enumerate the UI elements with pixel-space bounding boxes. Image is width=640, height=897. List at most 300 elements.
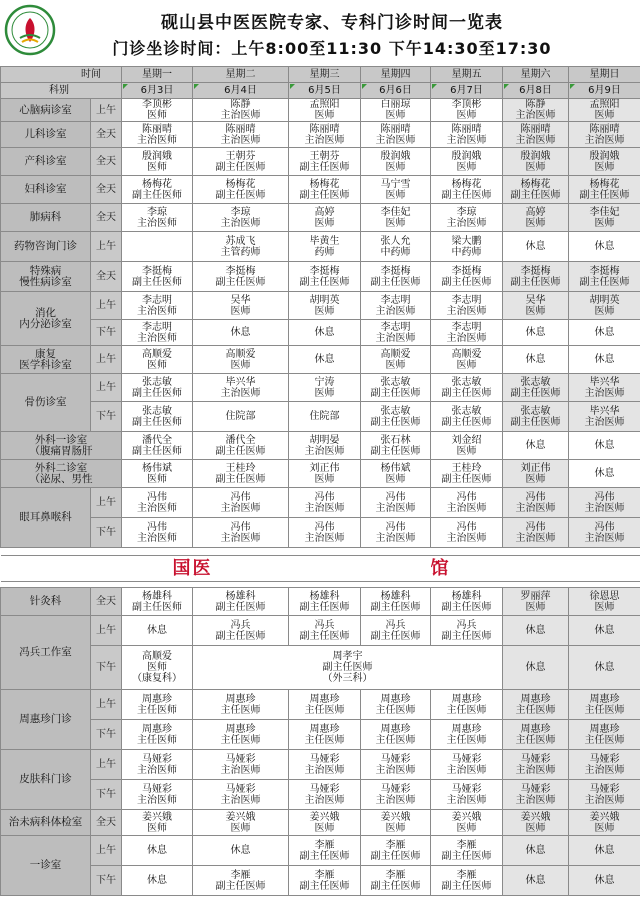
table-row [1,232,640,262]
schedule-cell [193,588,289,616]
cell-line: 姜兴娥 [520,811,551,823]
cell-line: 副主任医师 [215,880,266,892]
cell-line: 李顶彬 [142,99,172,110]
schedule-cell [361,402,431,432]
schedule-cell [289,720,361,750]
cell-line: 李琼 [147,206,167,218]
table-row [1,148,640,176]
cell-line: 医师 [230,359,251,371]
session-label: 全天 [91,810,122,836]
table-row [1,432,640,460]
dept-label [1,99,91,122]
schedule-cell [431,616,503,646]
session-label: 上午 [91,232,122,262]
dept-label [1,262,91,292]
schedule-cell [289,402,361,432]
cell-line: 医师 [594,110,615,121]
cell-line: 主治医师 [304,532,345,544]
dept-label [1,432,122,460]
cell-line: 白丽琼 [380,99,411,110]
schedule-cell [122,460,193,488]
schedule-cell [289,232,361,262]
cell-line: 副主任医师 [299,276,350,288]
cell-line: 医师 [385,110,406,121]
cell-line: 副主任医师 [441,601,492,613]
schedule-cell [289,866,361,896]
schedule-cell [431,262,503,292]
schedule-cell [361,374,431,402]
cell-line: 王朝芬 [225,150,256,162]
cell-line: 主管药师 [220,246,261,258]
cell-line: 休息 [525,662,546,673]
cell-line: 杨伟斌 [380,462,411,474]
session-label: 上午 [91,616,122,646]
schedule-cell [361,588,431,616]
cell-line: 心脑病诊室 [19,103,72,116]
cell-line: 医师 [594,822,615,834]
cell-line: 胡明英 [589,294,620,306]
cell-line: 李顶彬 [451,99,482,110]
cell-line: 医师 [147,161,167,173]
cell-line: （外三科） [322,673,373,684]
table-row [1,836,640,866]
cell-line: 高顺爱 [451,348,482,360]
cell-line: 李雁 [456,839,477,851]
cell-line: 休息 [594,327,615,338]
schedule-cell [361,866,431,896]
session-label: 下午 [91,866,122,896]
cell-line: 马宁雪 [380,178,411,190]
cell-line: 副主任医师 [132,416,182,428]
schedule-cell [503,690,569,720]
cell-line: 高顺爱 [380,348,411,360]
cell-line: 休息 [525,440,546,451]
schedule-cell [361,262,431,292]
schedule-cell [122,690,193,720]
schedule-cell [503,720,569,750]
cell-line: 姜兴娥 [589,811,620,823]
cell-line: 殷润娥 [380,150,411,162]
schedule-cell [431,99,503,122]
schedule-cell [361,616,431,646]
schedule-cell [431,232,503,262]
cell-line: 主任医师 [584,734,625,746]
cell-line: 李挺梅 [225,265,256,277]
cell-line: 罗丽萍 [520,590,551,602]
cell-line: 医师 [230,305,251,317]
cell-line: 主治医师 [446,794,487,806]
dept-label [1,204,91,232]
cell-line: 医师 [314,473,335,485]
cell-line: 高顺爱 [142,651,172,662]
cell-line: 冯伟 [525,491,546,503]
cell-line: 张石林 [380,434,411,446]
schedule-cell [569,646,640,690]
cell-line: 副主任医师 [370,445,421,457]
cell-line: 主治医师 [220,110,261,121]
schedule-cell [569,148,640,176]
cell-line: 医师 [525,822,546,834]
schedule-cell [569,99,640,122]
cell-line: 毕兴华 [589,376,620,388]
cell-line: 苏成飞 [225,235,256,247]
cell-line: 住院部 [309,411,340,422]
cell-line: 主治医师 [137,134,177,146]
cell-line: 主任医师 [304,734,345,746]
cell-line: 孟照阳 [589,99,620,110]
schedule-cell [431,810,503,836]
schedule-cell [361,148,431,176]
guoyiguan-banner [1,556,640,582]
cell-line: 副主任医师 [441,416,492,428]
cell-line: 医师 [456,110,477,121]
schedule-cell [503,616,569,646]
schedule-cell [122,204,193,232]
table-row [1,720,640,750]
schedule-cell [122,262,193,292]
cell-line: 马娅彩 [309,753,340,765]
schedule-cell [361,99,431,122]
table-row [1,460,640,488]
cell-line: 李志明 [380,294,411,306]
cell-line: 主治医师 [584,502,625,514]
table-row [1,646,640,690]
cell-line: 马娅彩 [451,753,482,765]
cell-line: 医师 [147,473,167,485]
day-name: 星期五 [431,67,503,83]
schedule-cell [431,122,503,148]
schedule-cell [503,836,569,866]
cell-line: 医师 [525,161,546,173]
schedule-cell [289,460,361,488]
cell-line: 杨梅花 [520,178,551,190]
schedule-cell [361,720,431,750]
schedule-cell [503,402,569,432]
cell-line: 主治医师 [515,110,556,121]
session-label: 下午 [91,720,122,750]
day-name: 星期四 [361,67,431,83]
cell-line: 王朝芬 [309,150,340,162]
cell-line: 主治医师 [375,532,416,544]
banner-right: 馆 [431,556,640,582]
cell-line: 主任医师 [137,704,177,716]
dept-label [1,810,91,836]
cell-line: 副主任医师 [215,630,266,642]
cell-line: 主治医师 [304,445,345,457]
day-name: 星期日 [569,67,640,83]
dept-label [1,176,91,204]
schedule-cell [289,488,361,518]
cell-line: 马娅彩 [520,783,551,795]
schedule-cell [569,588,640,616]
cell-line: 张志敏 [380,376,411,388]
cell-line: 休息 [314,327,335,338]
cell-line: 潘代全 [142,434,172,446]
cell-line: 副主任医师 [215,189,266,201]
schedule-cell [122,780,193,810]
schedule-cell [193,374,289,402]
cell-line: 潘代全 [225,434,256,446]
schedule-cell [569,402,640,432]
schedule-cell [289,810,361,836]
cell-line: 周惠珍 [451,693,482,705]
cell-line: 周惠珍 [142,693,172,705]
cell-line: 陈静 [525,99,546,110]
schedule-cell [503,866,569,896]
cell-line: 休息 [525,875,546,886]
schedule-cell [361,836,431,866]
cell-line: 主治医师 [515,764,556,776]
session-label: 下午 [91,518,122,548]
session-label: 全天 [91,204,122,232]
table-row [1,292,640,320]
schedule-cell [503,232,569,262]
cell-line: 休息 [230,845,251,856]
schedule-cell [503,432,569,460]
cell-line: （康复科） [132,673,182,684]
schedule-cell [193,148,289,176]
cell-line: 副主任医师 [370,601,421,613]
table-row [1,122,640,148]
cell-line: （泌尿、男性 [29,472,93,485]
schedule-cell [193,616,289,646]
cell-line: 副主任医师 [132,445,182,457]
dept-label [1,836,91,896]
cell-line: 主任医师 [584,704,625,716]
schedule-cell [122,810,193,836]
cell-line: 主治医师 [375,794,416,806]
cell-line: 医师 [230,822,251,834]
spacer [1,548,640,556]
cell-line: 主治医师 [137,332,177,344]
cell-line: 副主任医师 [370,630,421,642]
cell-line: 高婷 [525,206,546,218]
schedule-cell [122,320,193,346]
schedule-cell [289,690,361,720]
schedule-cell [122,346,193,374]
cell-line: 副主任医师 [441,850,492,862]
session-label: 全天 [91,122,122,148]
cell-line: 主治医师 [375,305,416,317]
cell-line: 陈丽晴 [380,123,411,135]
cell-line: 肺病科 [29,211,62,223]
cell-line: 殷润娥 [451,150,482,162]
cell-line: 休息 [525,327,546,338]
cell-line: 副主任医师 [370,850,421,862]
cell-line: 李挺梅 [451,265,482,277]
cell-line: 李挺梅 [142,265,172,277]
cell-line: 周惠珍 [309,693,340,705]
cell-line: 主治医师 [446,134,487,146]
cell-line: 医师 [385,359,406,371]
cell-line: 冯伟 [147,491,167,503]
schedule-cell [361,518,431,548]
schedule-cell [289,122,361,148]
table-row [1,780,640,810]
table-row [1,176,640,204]
cell-line: 医师 [525,217,546,229]
cell-line: 王桂玲 [451,462,482,474]
cell-line: 休息 [594,662,615,673]
cell-line: 慢性病诊室 [19,275,72,288]
schedule-cell [569,374,640,402]
schedule-table [0,66,640,896]
cell-line: 休息 [147,845,167,856]
cell-line: 周惠珍 [142,723,172,735]
cell-line: 李佳妃 [589,206,620,218]
cell-line: 副主任医师 [299,601,350,613]
cell-line: 冯伟 [456,521,477,533]
session-label: 全天 [91,262,122,292]
cell-line: 主治医师 [220,764,261,776]
cell-line: 周惠珍 [520,693,551,705]
cell-line: 休息 [525,845,546,856]
dept-label [1,232,91,262]
schedule-cell [361,204,431,232]
cell-line: 李雁 [456,869,477,881]
schedule-cell [361,460,431,488]
schedule-cell [289,320,361,346]
schedule-cell [193,122,289,148]
cell-line: 毕兴华 [589,405,620,417]
cell-line: 杨伟斌 [142,462,172,474]
cell-line: 副主任医师 [215,601,266,613]
cell-line: 休息 [594,241,615,252]
session-label: 上午 [91,488,122,518]
cell-line: 休息 [230,327,251,338]
cell-line: 主治医师 [584,764,625,776]
table-row [1,518,640,548]
cell-line: 副主任医师 [132,189,182,201]
cell-line: 医师 [456,359,477,371]
cell-line: 殷润娥 [520,150,551,162]
table-row [1,204,640,232]
cell-line: 主治医师 [446,217,487,229]
schedule-cell [193,99,289,122]
schedule-cell [289,518,361,548]
schedule-cell [503,292,569,320]
schedule-cell [431,488,503,518]
session-label: 全天 [91,588,122,616]
schedule-cell [361,176,431,204]
schedule-cell [122,122,193,148]
schedule-cell [193,460,289,488]
cell-line: 副主任医师 [132,387,182,399]
cell-line: 医师 [314,110,335,121]
session-label: 下午 [91,780,122,810]
cell-line: 张志敏 [520,405,551,417]
schedule-cell [431,402,503,432]
page-title: 砚山县中医医院专家、专科门诊时间一览表 [161,13,503,33]
schedule-cell [569,262,640,292]
cell-line: 冯伟 [594,491,615,503]
schedule-cell [122,432,193,460]
schedule-cell [431,432,503,460]
cell-line: 马娅彩 [309,783,340,795]
schedule-cell [289,432,361,460]
cell-line: 主任医师 [375,704,416,716]
schedule-cell [569,432,640,460]
schedule-cell [569,292,640,320]
cell-line: 陈丽晴 [589,123,620,135]
cell-line: 宁涛 [314,376,335,388]
cell-line: 副主任医师 [510,276,561,288]
schedule-cell [503,148,569,176]
schedule-cell [503,176,569,204]
cell-line: 胡明晏 [309,434,340,446]
cell-line: 李志明 [451,294,482,306]
schedule-cell [569,616,640,646]
cell-line: 刘金绍 [451,434,482,446]
cell-line: 陈丽晴 [142,123,172,135]
cell-line: 皮肤科门诊 [19,773,72,785]
cell-line: 冯伟 [147,521,167,533]
cell-line: 主治医师 [446,332,487,344]
cell-line: 主治医师 [446,532,487,544]
cell-line: 冯伟 [385,521,406,533]
cell-line: 李志明 [451,321,482,333]
cell-line: 陈静 [230,99,251,110]
cell-line: 医师 [385,161,406,173]
cell-line: 中药师 [451,246,482,258]
cell-line: 副主任医师 [299,880,350,892]
schedule-cell [569,460,640,488]
cell-line: 副主任医师 [441,276,492,288]
cell-line: 医师 [147,822,167,834]
schedule-cell [289,176,361,204]
schedule-cell [193,810,289,836]
cell-line: 冯兵 [456,619,477,631]
schedule-cell [122,176,193,204]
schedule-cell [289,588,361,616]
cell-line: 妇科诊室 [24,183,67,195]
cell-line: 主治医师 [137,532,177,544]
cell-line: 主治医师 [446,305,487,317]
cell-line: 骨伤诊室 [24,396,67,408]
schedule-cell [289,262,361,292]
cell-line: 主任医师 [220,704,261,716]
cell-line: 主治医师 [220,532,261,544]
cell-line: 陈丽晴 [225,123,256,135]
cell-line: 殷润娥 [142,150,172,162]
cell-line: 休息 [147,625,167,636]
cell-line: 张志敏 [142,376,172,388]
cell-line: 医师 [456,822,477,834]
cell-line: 医师 [385,189,406,201]
cell-line: 医师 [594,601,615,613]
schedule-cell [503,346,569,374]
cell-line: 李琼 [230,206,251,218]
banner-mid: 医 [193,556,431,582]
schedule-cell [569,122,640,148]
session-label: 上午 [91,346,122,374]
cell-line: 周惠珍 [225,693,256,705]
cell-line: 吴华 [230,294,251,306]
cell-line: 李志明 [142,321,172,333]
cell-line: 外科一诊室 [34,433,88,446]
clinic-hours: 门诊坐诊时间：上午8:00至11:30 下午14:30至17:30 [112,39,552,58]
schedule-cell [503,204,569,232]
cell-line: 主治医师 [304,134,345,146]
schedule-cell [122,402,193,432]
cell-line: 梁大鹏 [451,235,482,247]
schedule-cell [193,292,289,320]
schedule-cell [289,616,361,646]
cell-line: 高顺爱 [142,348,172,360]
cell-line: 主任医师 [375,734,416,746]
cell-line: 李志明 [380,321,411,333]
schedule-cell [122,99,193,122]
